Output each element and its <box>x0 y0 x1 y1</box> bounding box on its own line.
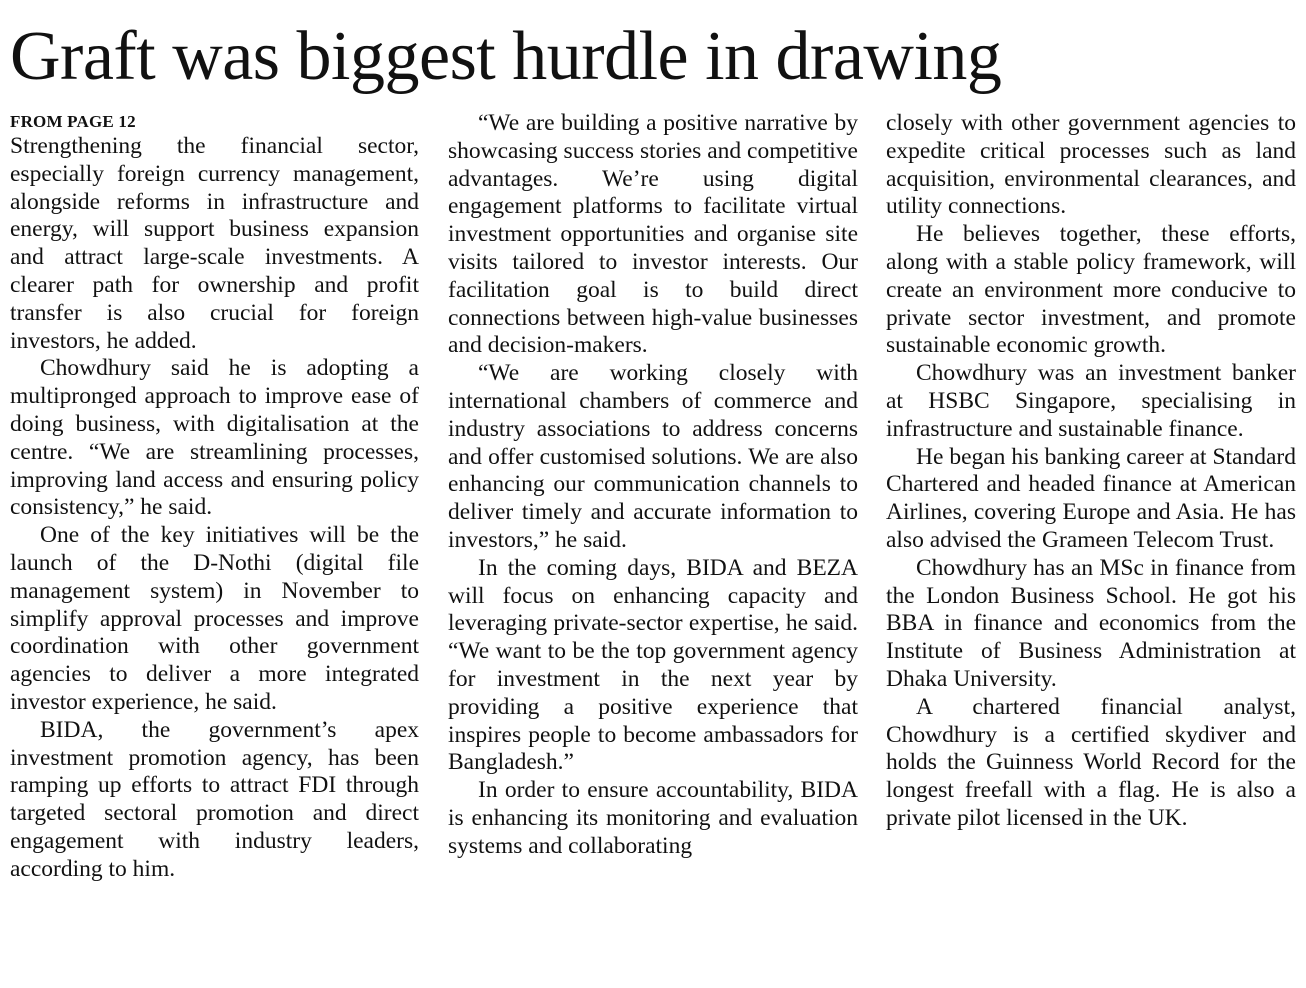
continued-from-kicker: FROM PAGE 12 <box>10 112 136 131</box>
paragraph: Strengthening the financial sector, especially foreign currency management, alongside reforms in infrastructure and energy, will support business expansion and attract large-scale investments. A clearer path for ownership and profit transfer is also crucial for foreign investors, he added. <box>10 133 419 354</box>
paragraph: Chowdhury has an MSc in finance from the London Business School. He got his BBA in finance and economics from the Institute of Business Administration at Dhaka University. <box>886 554 1296 692</box>
paragraph: One of the key initiatives will be the launch of the D-Nothi (digital file management system) in November to simplify approval processes and improve coordination with other government agencies to deliver a more integrated investor experience, he said. <box>10 522 419 715</box>
paragraph: A chartered financial analyst, Chowdhury is a certified skydiver and holds the Guinness World Record for the longest freefall with a flag. He is also a private pilot licensed in the UK. <box>886 693 1296 831</box>
paragraph: In order to ensure accountability, BIDA is enhancing its monitoring and evaluation systems and collaborating <box>448 777 858 859</box>
article-column-2 <box>448 110 858 982</box>
headline: Graft was biggest hurdle in drawing <box>10 18 1002 95</box>
paragraph: “We are working closely with international chambers of commerce and industry associations to address concerns and offer customised solutions. We are also enhancing our communication channels to deliver timely and accurate information to investors,” he said. <box>448 360 858 553</box>
paragraph: In the coming days, BIDA and BEZA will focus on enhancing capacity and leveraging private-sector expertise, he said. “We want to be the top government agency for investment in the next year by providing a positive experience that inspires people to become ambassadors for Bangladesh.” <box>448 554 858 776</box>
paragraph: Chowdhury was an investment banker at HSBC Singapore, specialising in infrastructure and sustainable finance. <box>886 360 1296 442</box>
paragraph: “We are building a positive narrative by showcasing success stories and competitive advantages. We’re using digital engagement platforms to facilitate virtual investment opportunities and organise site visits tailored to investor interests. Our facilitation goal is to build direct connections between high-value businesses and decision-makers. <box>448 110 858 359</box>
paragraph: He began his banking career at Standard Chartered and headed finance at American Airlines, covering Europe and Asia. He has also advised the Grameen Telecom Trust. <box>886 443 1296 553</box>
paragraph: He believes together, these efforts, along with a stable policy framework, will create an environment more conducive to private sector investment, and promote sustainable economic growth. <box>886 221 1296 359</box>
article-column-1 <box>10 110 419 982</box>
paragraph: Chowdhury said he is adopting a multipronged approach to improve ease of doing business, with digitalisation at the centre. “We are streamlining processes, improving land access and ensuring policy consistency,” he said. <box>10 355 419 521</box>
paragraph: BIDA, the government’s apex investment promotion agency, has been ramping up efforts to attract FDI through targeted sectoral promotion and direct engagement with industry leaders, according to him. <box>10 716 419 882</box>
article-column-3 <box>886 110 1296 982</box>
paragraph: closely with other government agencies to expedite critical processes such as land acquisition, environmental clearances, and utility connections. <box>886 110 1296 220</box>
